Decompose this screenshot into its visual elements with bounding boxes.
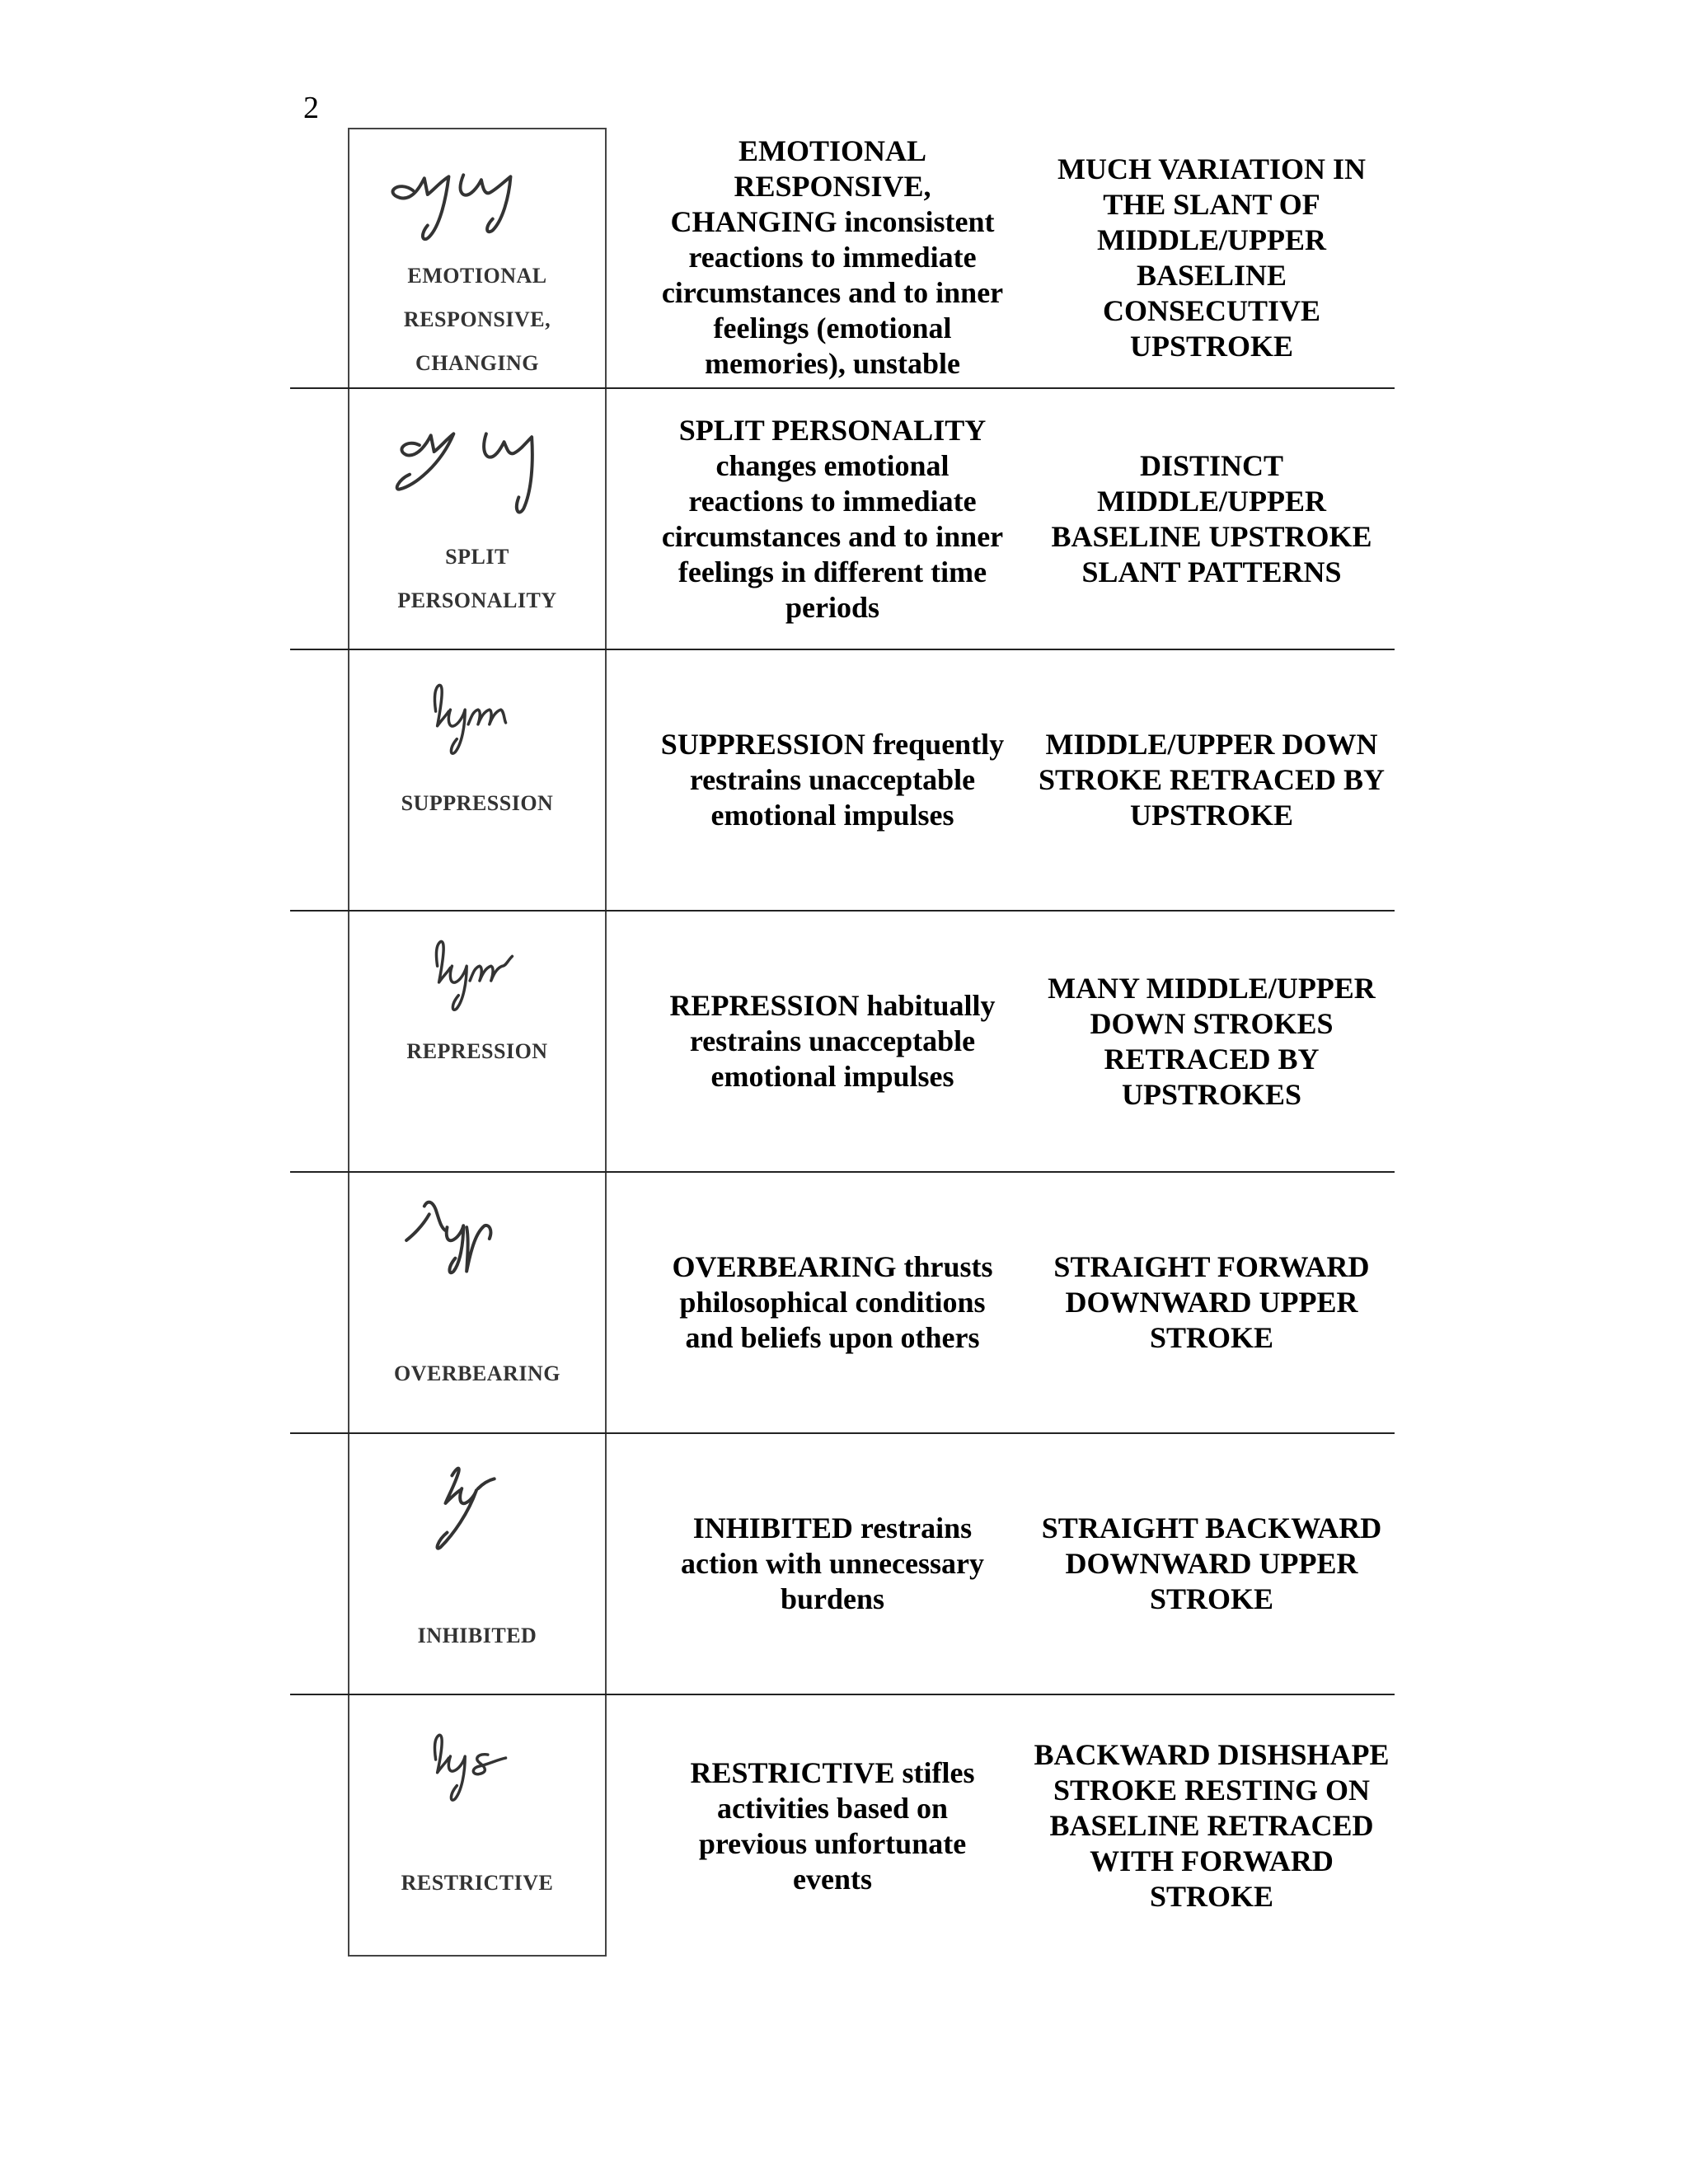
sample-label: PERSONALITY [397, 588, 557, 612]
table-row [290, 1434, 1395, 1695]
sample-label: RESTRICTIVE [401, 1871, 554, 1895]
sample-label: EMOTIONAL [407, 264, 547, 288]
table-row [290, 1173, 1395, 1434]
trait-description: OVERBEARING thrusts philosophical conditions and beliefs upon others [672, 1250, 993, 1354]
trait-description: SUPPRESSION frequently restrains unacceptable emotional impulses [660, 728, 1005, 832]
table-row [290, 128, 1395, 389]
trait-description: REPRESSION habitually restrains unacceptable emotional impulses [669, 989, 996, 1093]
handwriting-trait-table [290, 128, 1395, 1957]
handwriting-sample [348, 128, 607, 387]
sample-label: OVERBEARING [394, 1361, 560, 1385]
stroke-feature: MIDDLE/UPPER DOWN STROKE RETRACED BY UPSTROKE [1038, 728, 1386, 832]
trait-description: SPLIT PERSONALITY changes emotional reactions to immediate circumstances and to inner feelings in different time periods [661, 413, 1004, 624]
handwriting-sample [348, 1173, 607, 1432]
trait-description: EMOTIONAL RESPONSIVE, CHANGING inconsistent reactions to immediate circumstances and to inner feelings (emotional memories), unstable [661, 134, 1004, 380]
handwriting-sample [348, 650, 607, 910]
stroke-feature: STRAIGHT BACKWARD DOWNWARD UPPER STROKE [1041, 1511, 1382, 1615]
sample-label: SPLIT [445, 545, 509, 569]
table-row [290, 1695, 1395, 1957]
sample-label: RESPONSIVE, [403, 307, 551, 331]
stroke-feature: DISTINCT MIDDLE/UPPER BASELINE UPSTROKE SLANT PATTERNS [1051, 448, 1372, 588]
sample-label: SUPPRESSION [401, 791, 554, 815]
handwriting-sample [348, 1434, 607, 1694]
stroke-feature: BACKWARD DISHSHAPE STROKE RESTING ON BASELINE RETRACED WITH FORWARD STROKE [1034, 1738, 1390, 1913]
sample-label: INHIBITED [417, 1624, 537, 1647]
handwriting-sample [348, 912, 607, 1171]
handwriting-sample [348, 1695, 607, 1957]
table-row [290, 912, 1395, 1173]
stroke-feature: STRAIGHT FORWARD DOWNWARD UPPER STROKE [1053, 1250, 1370, 1354]
sample-label: REPRESSION [406, 1039, 548, 1063]
handwriting-sample [348, 389, 607, 649]
stroke-feature: MUCH VARIATION IN THE SLANT OF MIDDLE/UPPER BASELINE CONSECUTIVE UPSTROKE [1057, 152, 1367, 363]
stroke-feature: MANY MIDDLE/UPPER DOWN STROKES RETRACED BY UPSTROKES [1048, 971, 1376, 1111]
trait-description: INHIBITED restrains action with unnecessary burdens [681, 1511, 984, 1615]
handwriting-sample-image [349, 650, 605, 910]
sample-label: CHANGING [415, 351, 539, 375]
table-row [290, 389, 1395, 650]
table-row [290, 650, 1395, 912]
page-number: 2 [303, 91, 319, 125]
trait-description: RESTRICTIVE stifles activities based on previous unfortunate events [690, 1755, 975, 1896]
handwriting-sample-image [349, 1695, 605, 1955]
